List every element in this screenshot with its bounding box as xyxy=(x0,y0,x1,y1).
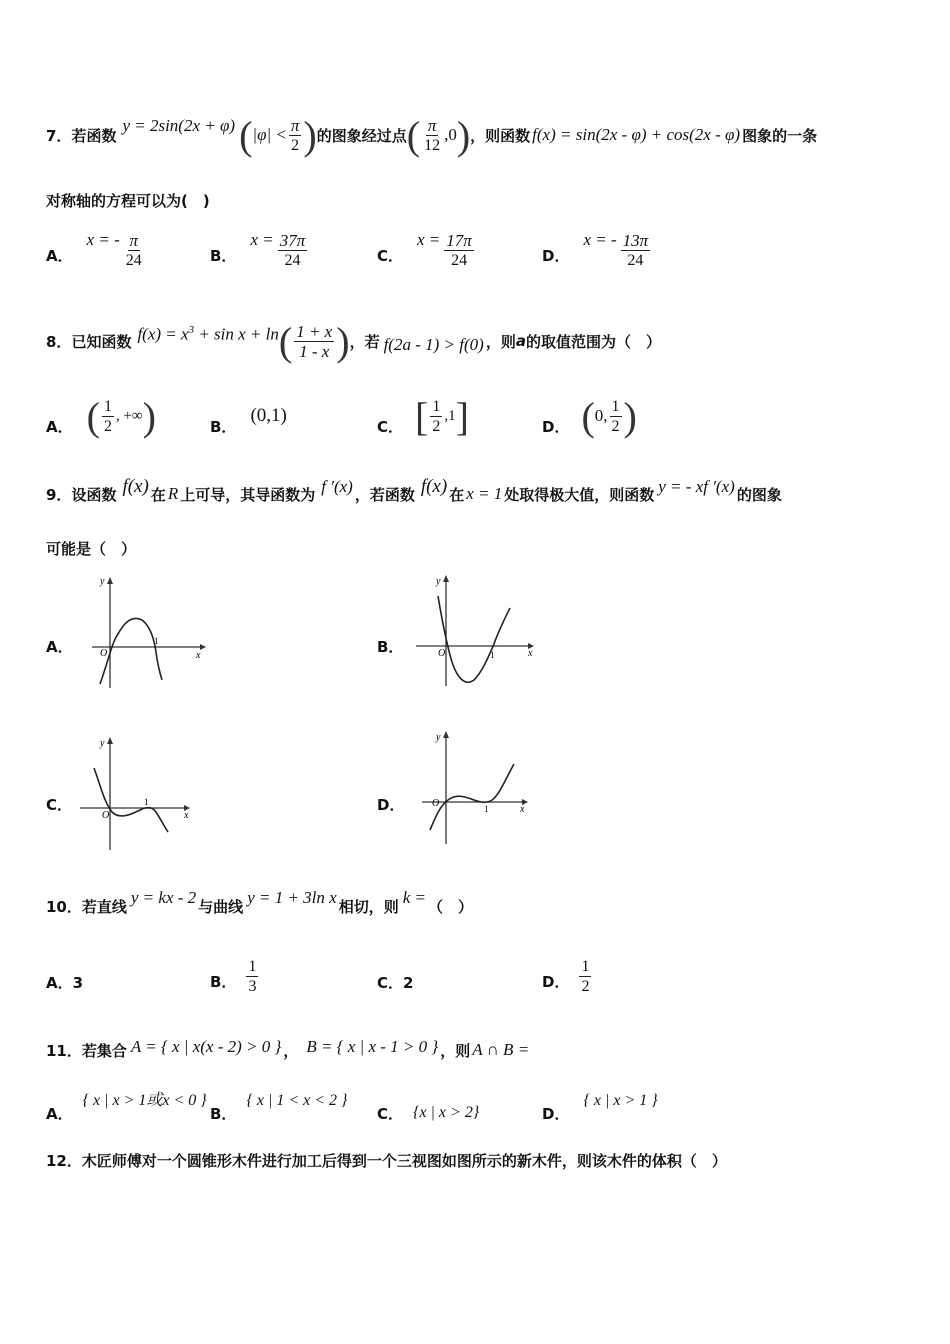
q8-option-c-paren-left: [ xyxy=(415,393,429,439)
x-axis-label: x xyxy=(520,804,525,815)
q7-point-fraction: $\frac{\pi}{12}$ xyxy=(424,115,441,154)
q7-point-paren-right: ) xyxy=(456,112,471,158)
q7-option-a-pre: x = - xyxy=(86,230,120,249)
y-axis-label: y xyxy=(436,732,441,743)
q11-option-c-value: {x | x > 2} xyxy=(413,1104,480,1121)
q7-option-a xyxy=(46,224,146,270)
q11-option-b xyxy=(210,1088,347,1124)
y-arrow-icon xyxy=(107,737,113,744)
q10-option-d-label: D． xyxy=(542,973,570,991)
q11-option-d-label: D． xyxy=(542,1105,570,1123)
q9-R: R xyxy=(167,484,179,503)
q11-option-d-value: { x | x > 1 } xyxy=(583,1092,658,1109)
q8-option-c xyxy=(377,390,469,442)
origin-label: O xyxy=(432,798,440,809)
q7-cond-fraction: $\frac{\pi}{2}$ xyxy=(290,115,300,154)
q9-graph-b xyxy=(410,572,540,690)
origin-label: O xyxy=(102,810,110,821)
q10-text-2: 与曲线 xyxy=(198,897,244,916)
q11-separator: ， xyxy=(283,1041,299,1060)
q8-option-a-paren-right: ) xyxy=(142,393,156,439)
q8-option-d-label: D． xyxy=(542,417,570,436)
origin-label: O xyxy=(438,648,446,659)
q7-option-a-fraction: $\frac{\pi}{24}$ xyxy=(125,231,142,269)
q9-option-d-label: D． xyxy=(377,796,405,814)
q7-point-y: ,0 xyxy=(444,125,457,144)
q7-option-b-label: B． xyxy=(210,247,237,265)
q7-point-paren-left: ( xyxy=(406,112,421,158)
q7-option-d-label: D． xyxy=(542,247,570,265)
q10-number: 10． xyxy=(46,897,82,916)
q11-text-1: 若集合 xyxy=(81,1041,127,1060)
q10-option-a xyxy=(46,972,83,993)
q8-option-d-fraction: $\frac{1}{2}$ xyxy=(611,397,620,435)
q11-set-a: A = { x | x(x - 2) > 0 } xyxy=(130,1037,282,1056)
q8-option-d-paren-right: ) xyxy=(623,393,637,439)
q7-option-b-pre: x = xyxy=(250,230,274,249)
q7-text-3: ，则函数 xyxy=(470,126,531,145)
q8-line1 xyxy=(46,308,661,374)
q8-ln-fraction: $\frac{1 + x}{1 - x}$ xyxy=(296,321,333,361)
q11-option-c xyxy=(377,1088,479,1124)
q10-k: k = xyxy=(402,888,426,907)
q8-text-1: 已知函数 xyxy=(71,332,132,351)
q7-text-1: 若函数 xyxy=(71,126,117,145)
q8-ln-paren-left: ( xyxy=(278,318,293,364)
q9-graph-d xyxy=(418,726,533,848)
y-axis-label: y xyxy=(100,576,105,587)
q8-option-c-paren-right: ] xyxy=(455,393,469,439)
y-arrow-icon xyxy=(107,577,113,584)
q10-option-a-value: 3 xyxy=(72,973,84,992)
q11-option-d xyxy=(542,1088,658,1124)
q10-text-1: 若直线 xyxy=(81,897,127,916)
q9-text-7: 的图象 xyxy=(736,485,782,504)
q8-option-c-label: C． xyxy=(377,417,404,436)
q11-text-2: ，则 xyxy=(440,1041,471,1060)
q8-function: $f(x) = x^3 + \sin x + \ln$ xyxy=(137,323,279,344)
q11-option-b-value: { x | 1 < x < 2 } xyxy=(246,1092,348,1109)
q8-option-a-label: A． xyxy=(46,417,73,436)
q8-text-3: ，则 xyxy=(485,332,516,351)
q7-text-2: 的图象经过点 xyxy=(316,126,407,145)
q10-option-b xyxy=(210,948,260,996)
q7-text-4: 图象的一条 xyxy=(742,126,818,145)
q7-line2: 对称轴的方程可以为( ) xyxy=(46,192,210,210)
q11-option-a-label: A． xyxy=(46,1105,73,1123)
q7-option-a-label: A． xyxy=(46,247,73,265)
q8-option-a-paren-left: ( xyxy=(86,393,100,439)
q11-line xyxy=(46,1030,531,1070)
q10-line-eq: y = kx - 2 xyxy=(130,888,197,907)
tick-one-label: 1 xyxy=(484,804,489,814)
q10-option-a-label: A． xyxy=(46,974,73,992)
x-axis-label: x xyxy=(196,650,201,661)
q7-option-c-fraction: $\frac{17\pi}{24}$ xyxy=(446,231,472,269)
q10-option-c xyxy=(377,972,413,993)
x-axis-label: x xyxy=(528,648,533,659)
q8-option-a xyxy=(46,390,156,442)
curve xyxy=(438,596,510,682)
q7-option-d-fraction: $\frac{13\pi}{24}$ xyxy=(622,231,649,269)
q7-function: y = 2sin(2x + φ) xyxy=(122,116,236,135)
q8-text-4: 的取值范围为（ ） xyxy=(525,332,661,351)
q10-option-b-fraction: $\frac{1}{3}$ xyxy=(248,958,257,995)
q9-text-1: 设函数 xyxy=(71,485,117,504)
q10-option-d-fraction: $\frac{1}{2}$ xyxy=(581,958,590,995)
q7-option-b-fraction: $\frac{37\pi}{24}$ xyxy=(279,231,306,269)
q7-option-d-pre: x = - xyxy=(583,230,617,249)
q8-number: 8． xyxy=(46,332,72,351)
q8-option-b xyxy=(210,390,287,442)
q9-f: f(x) xyxy=(122,476,149,497)
q8-option-d-paren-left: ( xyxy=(581,393,595,439)
q9-option-b-label: B． xyxy=(377,638,404,656)
q11-intersection: A ∩ B = xyxy=(472,1040,530,1059)
q11-number: 11． xyxy=(46,1041,82,1060)
tick-one-label: 1 xyxy=(490,650,495,660)
q7-option-c-pre: x = xyxy=(417,230,441,249)
x-arrow-icon xyxy=(200,644,206,650)
q7-cond-paren-right: ) xyxy=(303,112,317,158)
curve xyxy=(94,768,168,832)
q11-option-a xyxy=(46,1088,207,1124)
tick-one-label: 1 xyxy=(144,797,149,807)
y-arrow-icon xyxy=(443,575,449,582)
q8-text-2: ，若 xyxy=(349,332,380,351)
q7-cond-paren-left: ( xyxy=(239,112,253,158)
q7-option-c xyxy=(377,224,476,270)
y-axis-label: y xyxy=(100,738,105,749)
origin-label: O xyxy=(100,648,108,659)
y-axis-label: y xyxy=(436,576,441,587)
q9-text-2: 在 xyxy=(150,485,166,504)
q10-option-c-value: 2 xyxy=(403,973,414,992)
q9-graph-a xyxy=(90,572,215,692)
q9-line1 xyxy=(46,474,782,514)
q8-inequality: f(2a - 1) > f(0) xyxy=(383,335,484,354)
q9-text-6: 处取得极大值，则函数 xyxy=(504,485,655,504)
tick-one-label: 1 xyxy=(154,636,159,646)
q8-exponent: 3 xyxy=(188,323,195,336)
q10-text-4: （ ） xyxy=(428,897,474,916)
q9-text-5: 在 xyxy=(449,485,465,504)
q9-graph-c xyxy=(76,732,196,854)
q9-x1: x = 1 xyxy=(466,484,503,503)
q8-option-c-fraction: $\frac{1}{2}$ xyxy=(432,397,441,435)
q11-option-c-label: C． xyxy=(377,1105,404,1123)
q7-option-d xyxy=(542,224,652,270)
y-arrow-icon xyxy=(443,731,449,738)
q11-option-b-label: B． xyxy=(210,1105,237,1123)
q8-ln-paren-right: ) xyxy=(336,318,350,364)
q9-number: 9． xyxy=(46,485,72,504)
q10-text-3: 相切，则 xyxy=(338,897,399,916)
q7-line1 xyxy=(46,100,817,170)
q7-g-function: f(x) = sin(2x - φ) + cos(2x - φ) xyxy=(532,125,741,144)
q7-number: 7． xyxy=(46,126,72,145)
q9-fprime: f ′(x) xyxy=(321,477,353,496)
q9-text-4: ，若函数 xyxy=(354,485,415,504)
q8-option-d-pre: 0, xyxy=(594,406,608,425)
q8-option-c-post: ,1 xyxy=(444,407,456,424)
q11-set-b: B = { x | x - 1 > 0 } xyxy=(306,1037,439,1056)
q10-option-d xyxy=(542,948,593,996)
q9-text-3: 上可导，其导函数为 xyxy=(180,485,316,504)
curve xyxy=(100,618,162,684)
q8-variable: a xyxy=(515,332,526,350)
q9-y: y = - xf ′(x) xyxy=(658,477,735,496)
q8-option-a-post: , +∞ xyxy=(115,407,143,424)
q7-option-b xyxy=(210,224,309,270)
q9-option-a-label: A． xyxy=(46,638,73,656)
q11-option-a-value: { x | x > 1或x < 0 } xyxy=(82,1092,207,1109)
q12-text: 12．木匠师傅对一个圆锥形木件进行加工后得到一个三视图如图所示的新木件，则该木件的体积（ ） xyxy=(46,1152,727,1170)
q10-option-b-label: B． xyxy=(210,973,237,991)
q10-line xyxy=(46,886,473,926)
q9-f2: f(x) xyxy=(420,476,448,497)
q8-option-a-fraction: $\frac{1}{2}$ xyxy=(103,397,112,435)
q10-curve-eq: y = 1 + 3ln x xyxy=(247,888,337,907)
x-axis-label: x xyxy=(184,810,189,821)
q7-cond-abs: |φ| < xyxy=(252,125,287,144)
q8-option-b-value: (0,1) xyxy=(250,405,287,426)
q8-option-d xyxy=(542,390,637,442)
q8-option-b-label: B． xyxy=(210,417,237,436)
q9-option-c-label: C． xyxy=(46,796,73,814)
curve xyxy=(430,764,514,830)
q9-line2: 可能是（ ） xyxy=(46,540,137,558)
q7-option-c-label: C． xyxy=(377,247,404,265)
q10-option-c-label: C． xyxy=(377,974,404,992)
